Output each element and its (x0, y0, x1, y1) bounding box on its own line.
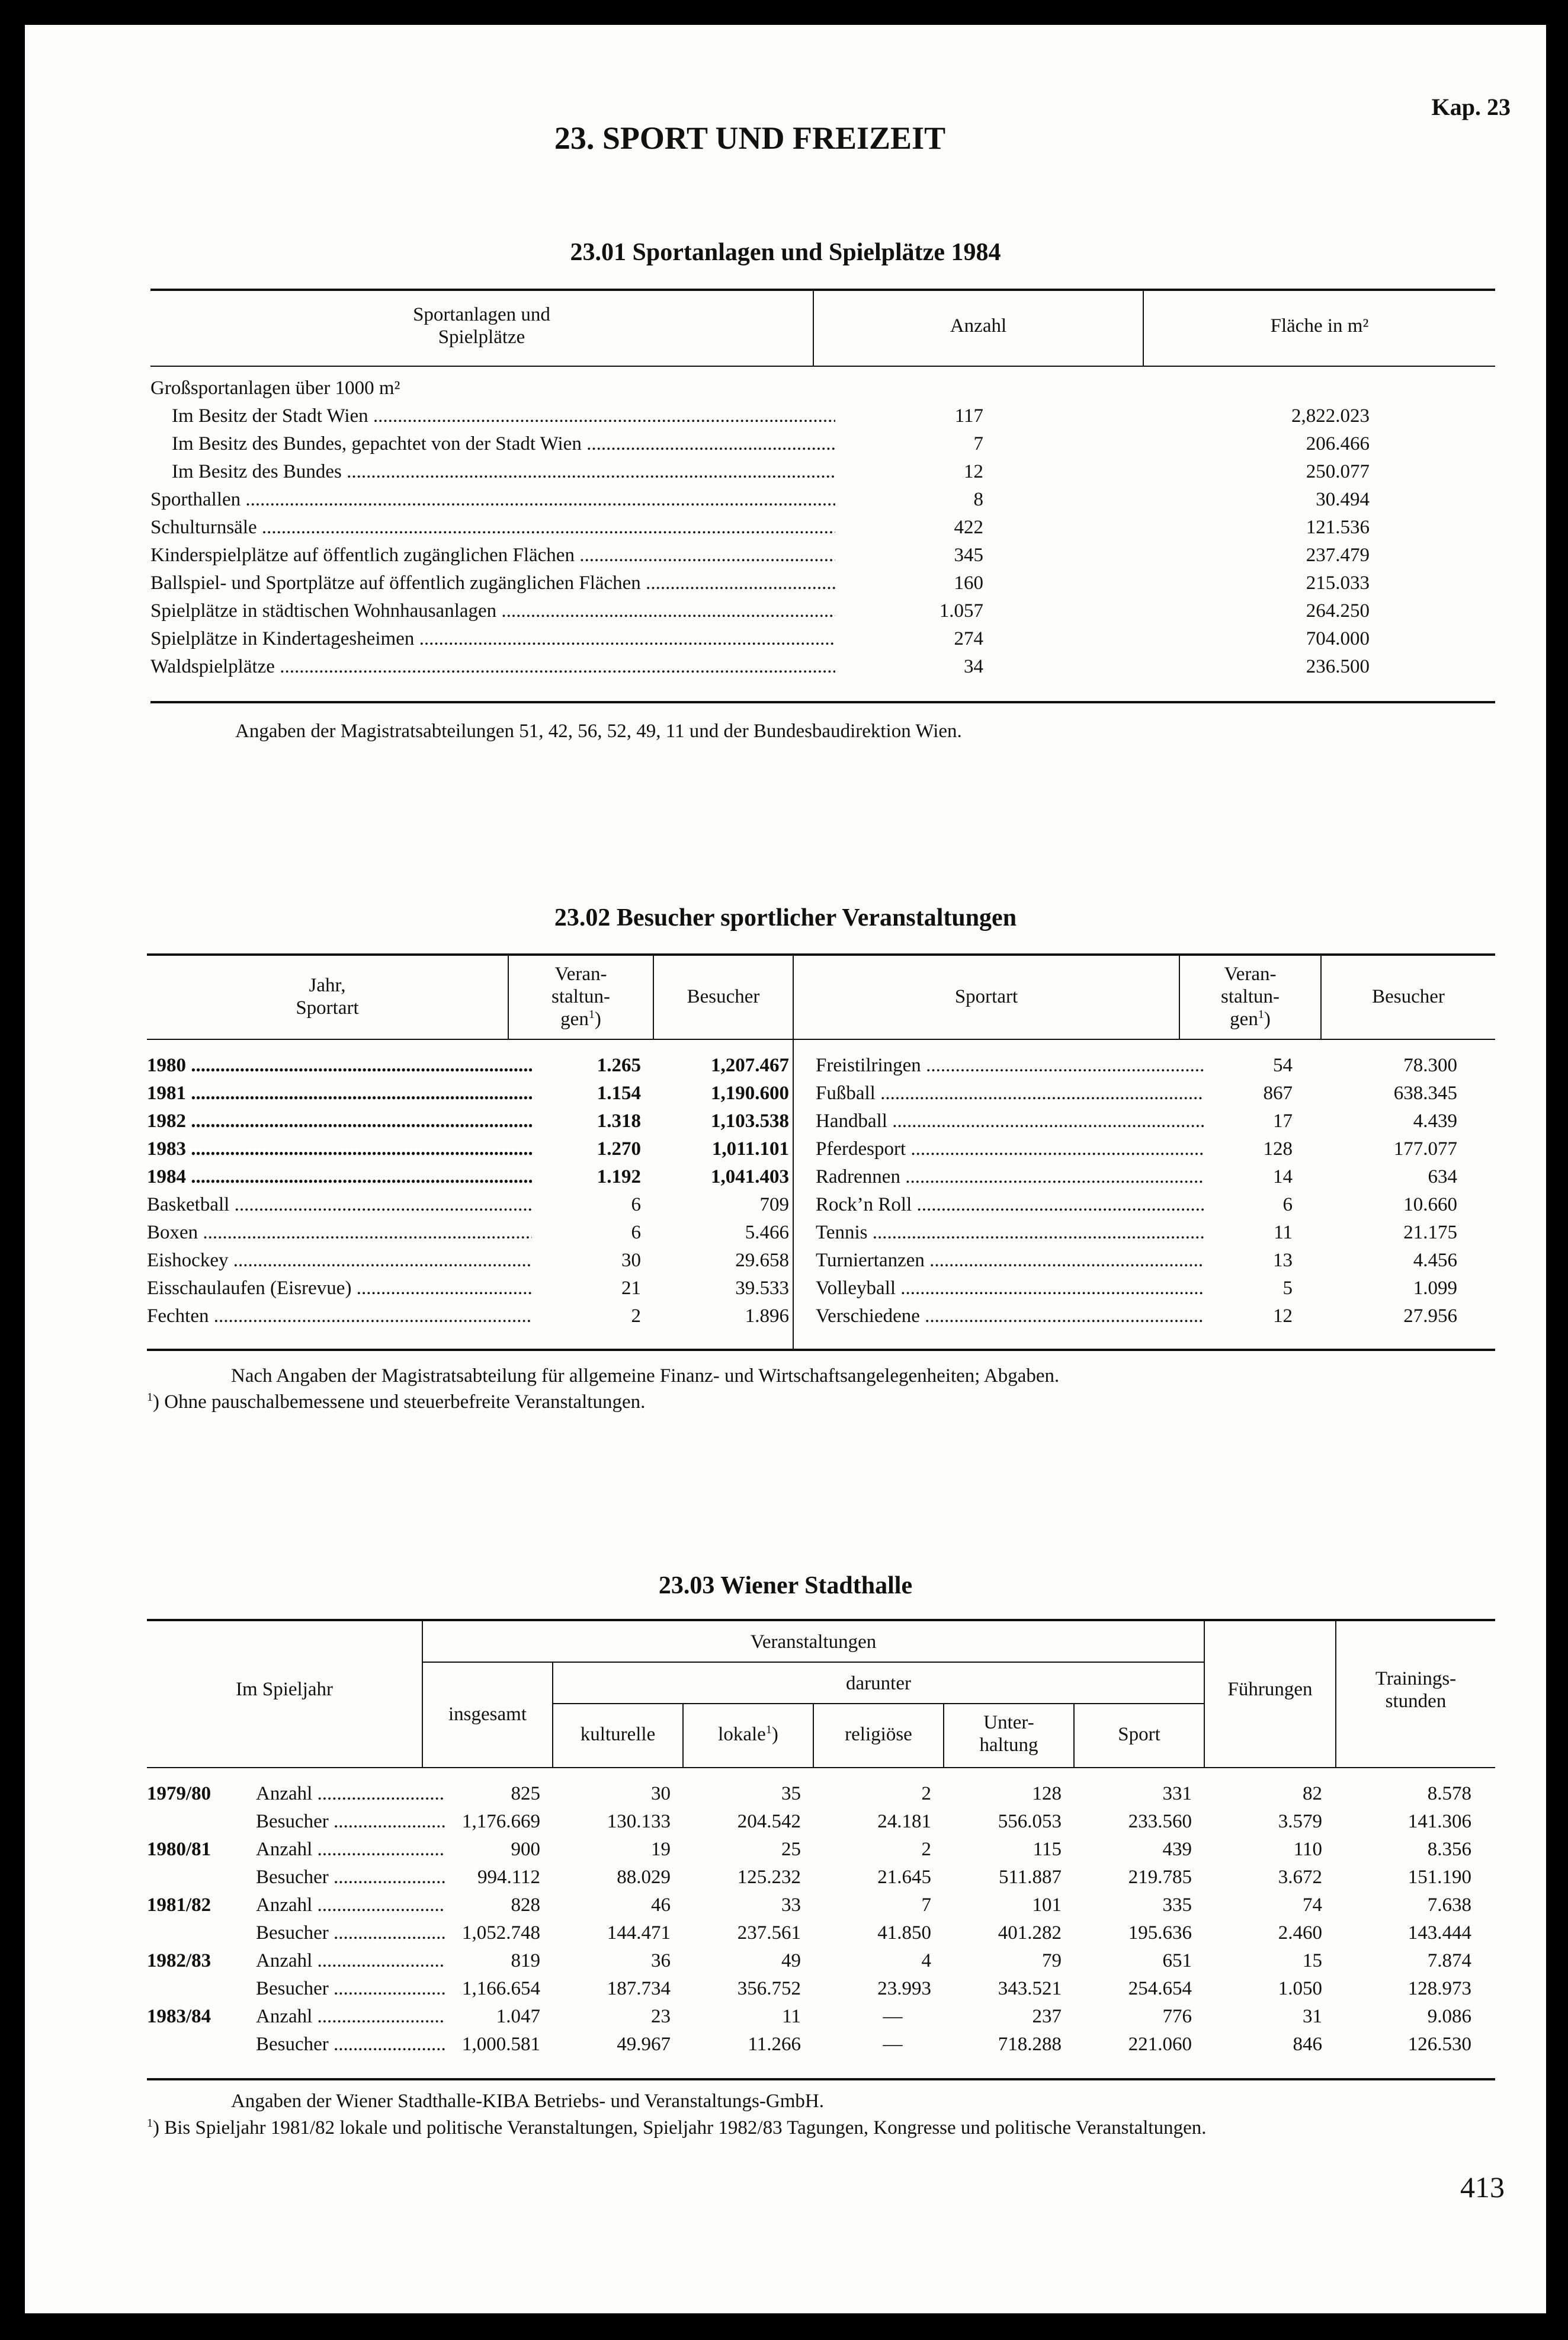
table1-header-label: Sportanlagen und Spielplätze (413, 304, 550, 348)
row-kind-label: Anzahl ..... (256, 1947, 445, 1974)
table-cell: 556.053 (998, 1811, 1062, 1832)
table-cell: 254.654 (1128, 1978, 1192, 1999)
table-cell: 195.636 (1128, 1922, 1192, 1944)
table-cell: 46 (651, 1894, 671, 1916)
table2-header-besucher: Besucher (687, 986, 760, 1007)
table-cell: 776 (1162, 2006, 1192, 2027)
table-cell: 343.521 (998, 1978, 1062, 1999)
table-cell: 36 (651, 1950, 671, 1971)
table3-header-unterhaltung: Unter- haltung (979, 1712, 1038, 1756)
table3-source-note: Angaben der Wiener Stadthalle-KIBA Betriebs- und Veranstaltungs-GmbH. (231, 2091, 824, 2112)
table-cell: 24.181 (877, 1811, 931, 1832)
table-cell: 4 (921, 1950, 931, 1971)
table-row: Waldspielplätze ..... 34 236.500 (25, 653, 1546, 680)
table-cell: — (883, 2006, 903, 2027)
table-cell: 204.542 (737, 1811, 801, 1832)
table2-top-rule (147, 953, 1495, 956)
table-row: Eisschaulaufen (Eisrevue) ..... 21 39.533 Volleyball ..... 5 1.099 (25, 1275, 1546, 1302)
table-row: Eishockey ..... 30 29.658 Turniertanzen ..... 13 4.456 (25, 1247, 1546, 1274)
table3-top-rule (147, 1619, 1495, 1621)
table-cell: 335 (1162, 1894, 1192, 1916)
table2-header-besucher: Besucher (1372, 986, 1445, 1007)
table3-header-sport: Sport (1118, 1724, 1160, 1745)
table-cell: 23.993 (877, 1978, 931, 1999)
table2-header-rule (147, 1039, 1495, 1040)
table-cell: 35 (781, 1783, 801, 1804)
spieljahr-label: 1980/81 (147, 1839, 211, 1860)
table-row: Boxen ..... 6 5.466 Tennis ..... 11 21.175 (25, 1219, 1546, 1246)
table3-bottom-rule (147, 2078, 1495, 2080)
table-row (25, 1947, 1546, 1974)
table-cell: 49.967 (617, 2034, 671, 2055)
table-row: Im Besitz des Bundes, gepachtet von der Stadt Wien ..... 7 206.466 (25, 430, 1546, 457)
table3-header-spieljahr: Im Spieljahr (235, 1679, 334, 1700)
table1-group-label: Großsportanlagen über 1000 m² (150, 377, 400, 399)
table3-header-kulturelle: kulturelle (580, 1724, 656, 1745)
table-row: Im Besitz der Stadt Wien ..... 117 2,822.023 (25, 402, 1546, 430)
table-cell: 3.672 (1278, 1867, 1322, 1888)
table-cell: 219.785 (1128, 1867, 1192, 1888)
table-cell: 439 (1162, 1839, 1192, 1860)
table2-header-veranstaltungen: Veran- staltun- gen$^1$) (1221, 963, 1280, 1030)
row-kind-label: Anzahl ..... (256, 2003, 445, 2030)
table3-header-fuehrungen: Führungen (1227, 1679, 1313, 1700)
table-cell: 101 (1032, 1894, 1062, 1916)
table-cell: 11.266 (748, 2034, 801, 2055)
row-kind-label: Anzahl ..... (256, 1836, 445, 1863)
table1-header-flaeche: Fläche in m² (1270, 315, 1369, 337)
table-row (25, 1836, 1546, 1863)
table-row: Spielplätze in Kindertagesheimen ..... 274 704.000 (25, 625, 1546, 652)
table-cell: 237.561 (737, 1922, 801, 1944)
table-cell: 1.047 (496, 2006, 540, 2027)
table-row: Basketball ..... 6 709 Rock’n Roll ..... 6 10.660 (25, 1191, 1546, 1218)
table-row: Sporthallen ..... 8 30.494 (25, 486, 1546, 513)
table-row: Schulturnsäle ..... 422 121.536 (25, 514, 1546, 541)
table1-header-anzahl: Anzahl (950, 315, 1007, 337)
spieljahr-label: 1982/83 (147, 1950, 211, 1971)
table-cell: 125.232 (737, 1867, 801, 1888)
table1-title: 23.01 Sportanlagen und Spielplätze 1984 (570, 239, 1001, 266)
table3-header-rule (147, 1767, 1495, 1768)
table-cell: 221.060 (1128, 2034, 1192, 2055)
table-cell: 30 (651, 1783, 671, 1804)
table3-footnote: $^1$) Bis Spieljahr 1981/82 lokale und politische Veranstaltungen, Spieljahr 1982/83 Tagungen, Kongresse und politische Veranstaltungen. (147, 2117, 1207, 2139)
table3-title: 23.03 Wiener Stadthalle (658, 1572, 913, 1599)
table2-footnote: $^1$) Ohne pauschalbemessene und steuerbefreite Veranstaltungen. (147, 1391, 646, 1413)
table-cell: 401.282 (998, 1922, 1062, 1944)
table-cell: 141.306 (1407, 1811, 1471, 1832)
table-cell: 8.578 (1427, 1783, 1471, 1804)
table-cell: 115 (1032, 1839, 1062, 1860)
table3-header-veranstaltungen: Veranstaltungen (750, 1631, 877, 1653)
table1-bottom-rule (150, 701, 1495, 703)
table-cell: 511.887 (998, 1867, 1062, 1888)
table-cell: 651 (1162, 1950, 1192, 1971)
table-cell: 331 (1162, 1783, 1192, 1804)
table3-subheader-rule (552, 1703, 1204, 1704)
table-cell: 994.112 (477, 1867, 540, 1888)
table-row: Kinderspielplätze auf öffentlich zugänglichen Flächen ..... 345 237.479 (25, 542, 1546, 569)
table1-top-rule (150, 289, 1495, 291)
table-row: Im Besitz des Bundes ..... 12 250.077 (25, 458, 1546, 485)
row-kind-label: Anzahl ..... (256, 1780, 445, 1807)
table-row (25, 1975, 1546, 2002)
table3-subheader-rule (422, 1662, 1204, 1663)
table-cell: 8.356 (1427, 1839, 1471, 1860)
table-cell: 1.050 (1278, 1978, 1322, 1999)
table-row: Ballspiel- und Sportplätze auf öffentlich zugänglichen Flächen ..... 160 215.033 (25, 569, 1546, 597)
table-cell: 151.190 (1407, 1867, 1471, 1888)
table-cell: — (883, 2034, 903, 2055)
table-cell: 1,166.654 (462, 1978, 540, 1999)
page-title: 23. SPORT UND FREIZEIT (554, 120, 946, 156)
table-cell: 31 (1303, 2006, 1322, 2027)
table-row: Spielplätze in städtischen Wohnhausanlagen ..... 1.057 264.250 (25, 597, 1546, 625)
table-cell: 233.560 (1128, 1811, 1192, 1832)
table2-header-sportart: Sportart (954, 986, 1018, 1007)
table-cell: 9.086 (1427, 2006, 1471, 2027)
table-cell: 19 (651, 1839, 671, 1860)
table-row (25, 2031, 1546, 2058)
table-cell: 11 (782, 2006, 801, 2027)
table-cell: 128.973 (1407, 1978, 1471, 1999)
table2-bottom-rule (147, 1349, 1495, 1351)
table-row (25, 1864, 1546, 1891)
table2-header-veranstaltungen: Veran- staltun- gen$^1$) (551, 963, 610, 1030)
table-cell: 2.460 (1278, 1922, 1322, 1944)
row-kind-label: Anzahl ..... (256, 1891, 445, 1919)
spieljahr-label: 1979/80 (147, 1783, 211, 1804)
table-cell: 2 (921, 1783, 931, 1804)
table2-title: 23.02 Besucher sportlicher Veranstaltungen (554, 904, 1017, 931)
table-cell: 2 (921, 1839, 931, 1860)
spieljahr-label: 1981/82 (147, 1894, 211, 1916)
table-cell: 79 (1042, 1950, 1062, 1971)
table-cell: 33 (781, 1894, 801, 1916)
table-cell: 143.444 (1407, 1922, 1471, 1944)
table-cell: 846 (1293, 2034, 1322, 2055)
row-kind-label: Besucher ..... (256, 1975, 445, 2002)
table3-header-insgesamt: insgesamt (448, 1704, 527, 1725)
table-cell: 128 (1032, 1783, 1062, 1804)
table-cell: 130.133 (607, 1811, 671, 1832)
table3-header-darunter: darunter (846, 1673, 911, 1694)
row-kind-label: Besucher ..... (256, 1864, 445, 1891)
table-row: 1984 ..... 1.192 1,041.403 Radrennen ..... 14 634 (25, 1163, 1546, 1190)
table-cell: 237 (1032, 2006, 1062, 2027)
table-cell: 7.638 (1427, 1894, 1471, 1916)
table-cell: 3.579 (1278, 1811, 1322, 1832)
table-cell: 187.734 (607, 1978, 671, 1999)
table-cell: 25 (781, 1839, 801, 1860)
table-cell: 7 (921, 1894, 931, 1916)
table-row (25, 1780, 1546, 1807)
table-cell: 718.288 (998, 2034, 1062, 2055)
page-sheet (25, 25, 1546, 2313)
table-cell: 900 (511, 1839, 540, 1860)
chapter-label: Kap. 23 (1431, 94, 1511, 120)
table-cell: 15 (1303, 1950, 1322, 1971)
table-cell: 41.850 (877, 1922, 931, 1944)
table-row: 1980 ..... 1.265 1,207.467 Freistilringen ..... 54 78.300 (25, 1052, 1546, 1079)
table-row: 1983 ..... 1.270 1,011.101 Pferdesport ..... 128 177.077 (25, 1135, 1546, 1163)
table1-source-note: Angaben der Magistratsabteilungen 51, 42, 56, 52, 49, 11 und der Bundesbaudirektion Wien. (235, 721, 962, 742)
table-cell: 825 (511, 1783, 540, 1804)
table-row (25, 1808, 1546, 1835)
table2-source-note: Nach Angaben der Magistratsabteilung für allgemeine Finanz- und Wirtschaftsangelegenheiten; Abgaben. (231, 1365, 1060, 1387)
table-cell: 82 (1303, 1783, 1322, 1804)
table3-header-trainingsstunden: Trainings- stunden (1375, 1668, 1457, 1712)
table3-header-religioese: religiöse (845, 1724, 912, 1745)
table-cell: 126.530 (1407, 2034, 1471, 2055)
table-row: 1981 ..... 1.154 1,190.600 Fußball ..... 867 638.345 (25, 1080, 1546, 1107)
table-cell: 49 (781, 1950, 801, 1971)
table-cell: 144.471 (607, 1922, 671, 1944)
table-cell: 1,052.748 (462, 1922, 540, 1944)
table-cell: 7.874 (1427, 1950, 1471, 1971)
table-cell: 110 (1293, 1839, 1322, 1860)
page-number: 413 (1460, 2171, 1505, 2204)
row-kind-label: Besucher ..... (256, 1919, 445, 1947)
table2-header-jahr: Jahr, Sportart (296, 975, 359, 1019)
spieljahr-label: 1983/84 (147, 2006, 211, 2027)
table-cell: 74 (1303, 1894, 1322, 1916)
table-row (25, 1919, 1546, 1947)
table-cell: 1,000.581 (462, 2034, 540, 2055)
table-row (25, 2003, 1546, 2030)
table-cell: 1,176.669 (462, 1811, 540, 1832)
table3-header-lokale: lokale$^1$) (718, 1723, 778, 1745)
table-row: 1982 ..... 1.318 1,103.538 Handball ..... 17 4.439 (25, 1107, 1546, 1135)
table-row (25, 1891, 1546, 1919)
table-cell: 23 (651, 2006, 671, 2027)
table-cell: 88.029 (617, 1867, 671, 1888)
table-row: Fechten ..... 2 1.896 Verschiedene ..... 12 27.956 (25, 1302, 1546, 1330)
table-cell: 819 (511, 1950, 540, 1971)
table-cell: 356.752 (737, 1978, 801, 1999)
table1-header-rule (150, 366, 1495, 367)
table-cell: 21.645 (877, 1867, 931, 1888)
table-cell: 828 (511, 1894, 540, 1916)
row-kind-label: Besucher ..... (256, 1808, 445, 1835)
row-kind-label: Besucher ..... (256, 2031, 445, 2058)
